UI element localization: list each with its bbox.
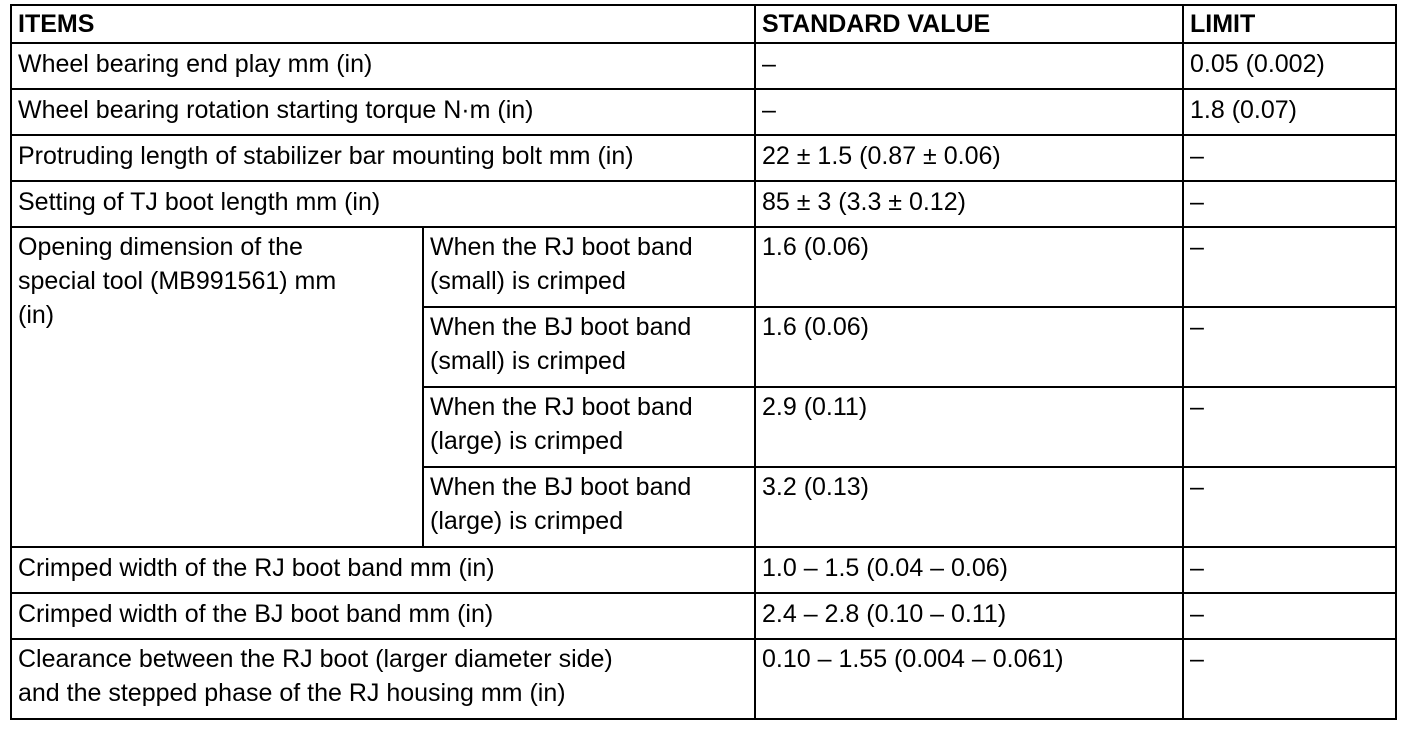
condition-text: When the BJ boot band (large) is crimped (430, 473, 692, 535)
table-row (11, 227, 1396, 307)
standard-value-cell: 22 ± 1.5 (0.87 ± 0.06) (755, 135, 1183, 181)
standard-value-cell: 2.9 (0.11) (755, 387, 1183, 467)
standard-value-cell: 1.6 (0.06) (755, 227, 1183, 307)
header-limit: LIMIT (1183, 5, 1396, 43)
item-cell: Wheel bearing rotation starting torque N·m (in) (11, 89, 755, 135)
standard-value-cell: 1.0 – 1.5 (0.04 – 0.06) (755, 547, 1183, 593)
item-cell: Protruding length of stabilizer bar mounting bolt mm (in) (11, 135, 755, 181)
standard-value-cell: 0.10 – 1.55 (0.004 – 0.061) (755, 639, 1183, 719)
item-text: Clearance between the RJ boot (larger diameter side) and the stepped phase of the RJ housing mm (in) (18, 645, 613, 707)
standard-value-cell: 85 ± 3 (3.3 ± 0.12) (755, 181, 1183, 227)
limit-cell: – (1183, 181, 1396, 227)
table-row (11, 593, 1396, 639)
table-row (11, 181, 1396, 227)
table-row (11, 89, 1396, 135)
limit-cell: – (1183, 547, 1396, 593)
standard-value-cell: 1.6 (0.06) (755, 307, 1183, 387)
table-row (11, 639, 1396, 719)
item-cell: Crimped width of the RJ boot band mm (in) (11, 547, 755, 593)
limit-cell: 1.8 (0.07) (1183, 89, 1396, 135)
group-item-cell (11, 227, 423, 547)
condition-cell (423, 467, 755, 547)
standard-value-cell: 2.4 – 2.8 (0.10 – 0.11) (755, 593, 1183, 639)
item-cell: Setting of TJ boot length mm (in) (11, 181, 755, 227)
table-row (11, 135, 1396, 181)
condition-cell (423, 307, 755, 387)
group-item-text: Opening dimension of the special tool (MB991561) mm (in) (18, 233, 337, 329)
item-cell: Crimped width of the BJ boot band mm (in) (11, 593, 755, 639)
condition-text: When the BJ boot band (small) is crimped (430, 313, 692, 375)
limit-cell: – (1183, 227, 1396, 307)
header-row (11, 5, 1396, 43)
condition-cell (423, 227, 755, 307)
condition-cell (423, 387, 755, 467)
standard-value-cell: – (755, 43, 1183, 89)
standard-value-cell: 3.2 (0.13) (755, 467, 1183, 547)
header-standard-value: STANDARD VALUE (755, 5, 1183, 43)
item-cell (11, 639, 755, 719)
limit-cell: – (1183, 593, 1396, 639)
condition-text: When the RJ boot band (small) is crimped (430, 233, 693, 295)
specification-table (10, 4, 1397, 720)
limit-cell: – (1183, 387, 1396, 467)
limit-cell: – (1183, 467, 1396, 547)
limit-cell: 0.05 (0.002) (1183, 43, 1396, 89)
item-cell: Wheel bearing end play mm (in) (11, 43, 755, 89)
header-items: ITEMS (11, 5, 755, 43)
condition-text: When the RJ boot band (large) is crimped (430, 393, 693, 455)
table-row (11, 547, 1396, 593)
limit-cell: – (1183, 307, 1396, 387)
limit-cell: – (1183, 639, 1396, 719)
limit-cell: – (1183, 135, 1396, 181)
table-row (11, 43, 1396, 89)
standard-value-cell: – (755, 89, 1183, 135)
